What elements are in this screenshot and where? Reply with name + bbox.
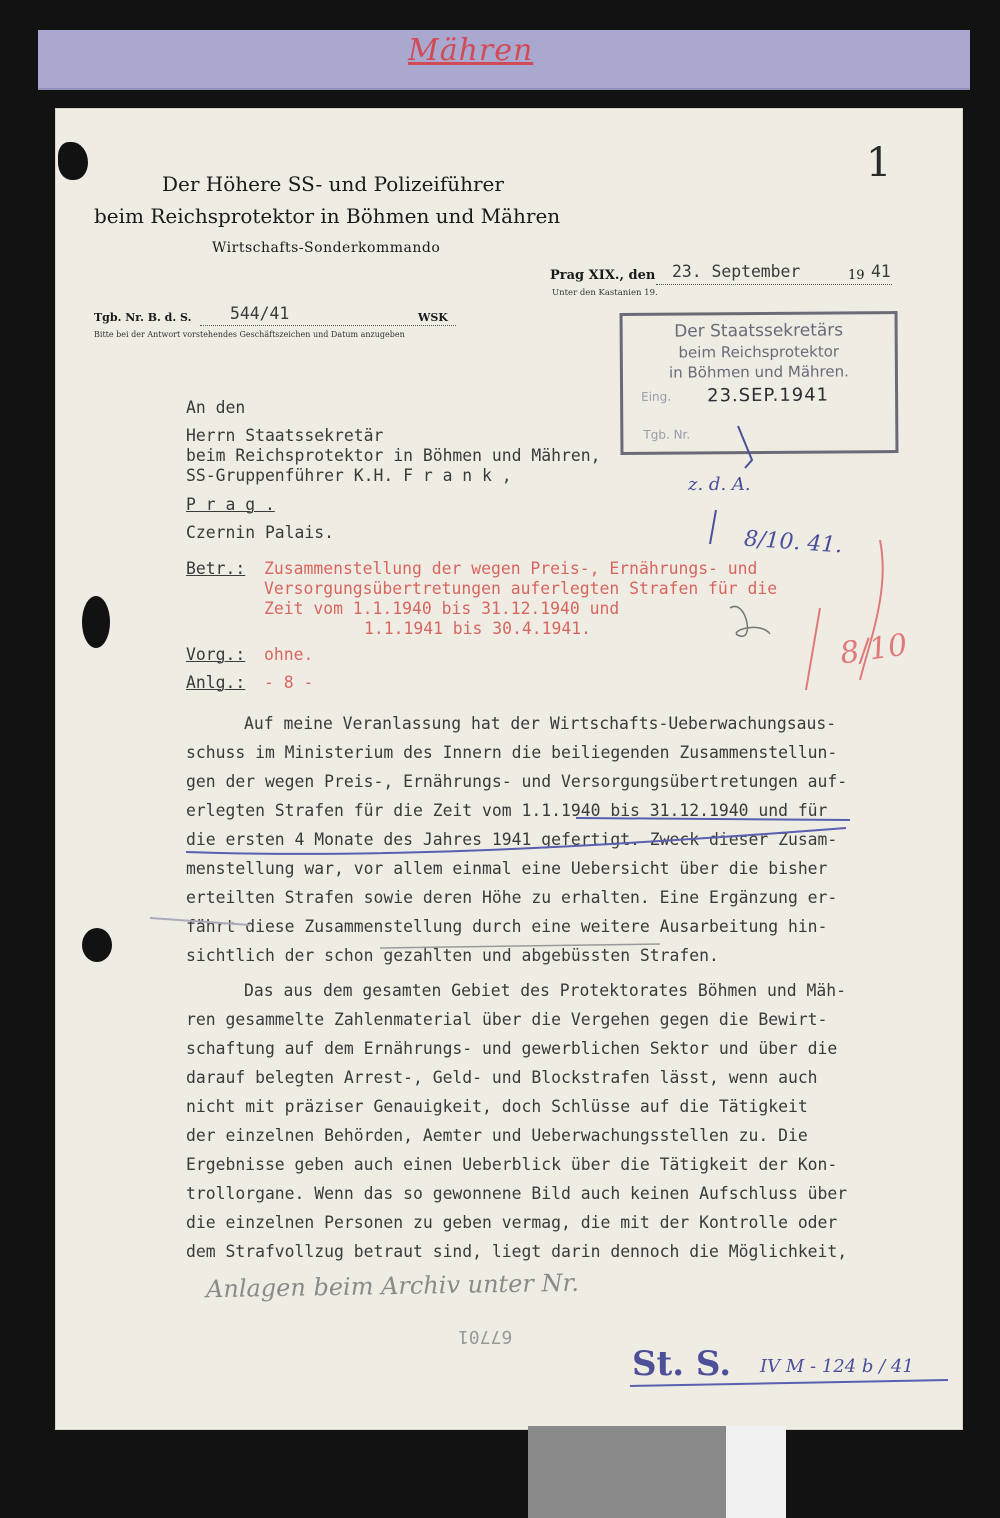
subject-line1: Zusammenstellung der wegen Preis-, Ernährungs- und [264,559,758,578]
subject-label: Betr.: [186,559,246,578]
archive-tab-label: Mähren [408,33,534,68]
page-number: 1 [866,140,892,186]
pencil-underline-mark [380,944,660,948]
reference-number: 544/41 [230,304,290,323]
blue-zda-note: z. d. A. [688,474,751,495]
address-city: P r a g . [186,495,275,514]
pencil-side-mark [150,918,250,925]
file-mark-number: IV M - 124 b / 41 [760,1356,914,1377]
blue-date-note: 8/10. 41. [743,526,844,559]
body-line: nicht mit präziser Genauigkeit, doch Schlüsse auf die Tätigkeit [186,1097,808,1116]
stamp-line2: beim Reichsprotektor [678,342,840,362]
body-line: sichtlich der schon gezahlten und abgebüssten Strafen. [186,946,719,965]
pencil-archive-note: Anlagen beim Archiv unter Nr. [205,1268,580,1304]
body-line: schuss im Ministerium des Innern die beiliegenden Zusammenstellun- [186,743,838,762]
enclosures-value: - 8 - [264,673,314,692]
body-line: darauf belegten Arrest-, Geld- und Blockstrafen lässt, wenn auch [186,1068,818,1087]
subject-line3: Zeit vom 1.1.1940 bis 31.12.1940 und [264,599,620,618]
body-line: trollorgane. Wenn das so gewonnene Bild auch keinen Aufschluss über [186,1184,848,1203]
body-line: erlegten Strafen für die Zeit vom 1.1.1940 bis 31.12.1940 und für [186,801,828,820]
body-line: die ersten 4 Monate des Jahres 1941 gefertigt. Zweck dieser Zusam- [186,830,838,849]
letterhead-line3: Wirtschafts-Sonderkommando [212,240,441,256]
blue-initial-mark [710,510,716,544]
archive-number: 67701 [458,1326,513,1347]
stamp-line1: Der Staatssekretärs [674,320,844,342]
letter-date: 23. September [672,262,801,281]
previous-label: Vorg.: [186,645,246,664]
year-suffix: 41 [871,262,891,281]
subject-line2: Versorgungsübertretungen auferlegten Strafen für die [264,579,778,598]
address-line2: Herrn Staatssekretär [186,426,384,445]
address-line3: beim Reichsprotektor in Böhmen und Mähren, [186,446,601,465]
stamp-line3: in Böhmen und Mähren. [668,362,849,382]
body-line: Ergebnisse geben auch einen Ueberblick über die Tätigkeit der Kon- [186,1155,838,1174]
body-line: schaftung auf dem Ernährungs- und gewerblichen Sektor und über die [186,1039,838,1058]
enclosures-label: Anlg.: [186,673,246,692]
year-prefix: 19 [848,268,865,283]
body-line: Das aus dem gesamten Gebiet des Protektorates Böhmen und Mäh- [244,981,846,1000]
body-line: Auf meine Veranlassung hat der Wirtschafts-Ueberwachungsaus- [244,714,837,733]
body-line: dem Strafvollzug betraut sind, liegt darin dennoch die Möglichkeit, [186,1242,848,1261]
red-date-note: 8/10 [837,627,910,672]
blue-underline-mark [576,818,850,820]
blue-initial-mark [738,426,752,468]
letterhead-line1: Der Höhere SS- und Polizeiführer [162,172,504,196]
pencil-initial-mark [730,606,770,636]
address-building: Czernin Palais. [186,523,335,542]
body-line: gen der wegen Preis-, Ernährungs- und Versorgungsübertretungen auf- [186,772,848,791]
subject-line4: 1.1.1941 bis 30.4.1941. [364,619,591,638]
stamp-tgb-label: Tgb. Nr. [643,427,691,442]
stamp-received-label: Eing. [641,389,672,404]
letterhead-line2: beim Reichsprotektor in Böhmen und Mähren [94,204,561,228]
sender-address: Unter den Kastanien 19. [552,288,658,298]
reference-label: Tgb. Nr. B. d. S. [94,311,192,324]
reference-note: Bitte bei der Antwort vorstehendes Geschäftszeichen und Datum anzugeben [94,330,405,339]
red-bracket-mark [806,540,883,690]
body-line: ren gesammelte Zahlenmaterial über die Vergehen gegen die Bewirt- [186,1010,828,1029]
reference-code: WSK [418,311,448,324]
address-line4: SS-Gruppenführer K.H. F r a n k , [186,466,512,485]
address-line1: An den [186,398,246,417]
body-line: erteilten Strafen sowie deren Höhe zu erhalten. Eine Ergänzung er- [186,888,838,907]
body-line: menstellung war, vor allem einmal eine Uebersicht über die bisher [186,859,828,878]
blue-underline-mark [186,828,846,854]
body-line: die einzelnen Personen zu geben vermag, die mit der Kontrolle oder [186,1213,838,1232]
body-line: fährt diese Zusammenstellung durch eine weitere Ausarbeitung hin- [186,917,828,936]
blue-underline-mark [630,1380,948,1386]
place-label: Prag XIX., den [550,268,656,283]
file-mark-prefix: St. S. [632,1344,732,1384]
stamp-date: 23.SEP.1941 [707,384,830,407]
previous-value: ohne. [264,645,314,664]
body-line: der einzelnen Behörden, Aemter und Ueberwachungsstellen zu. Die [186,1126,808,1145]
